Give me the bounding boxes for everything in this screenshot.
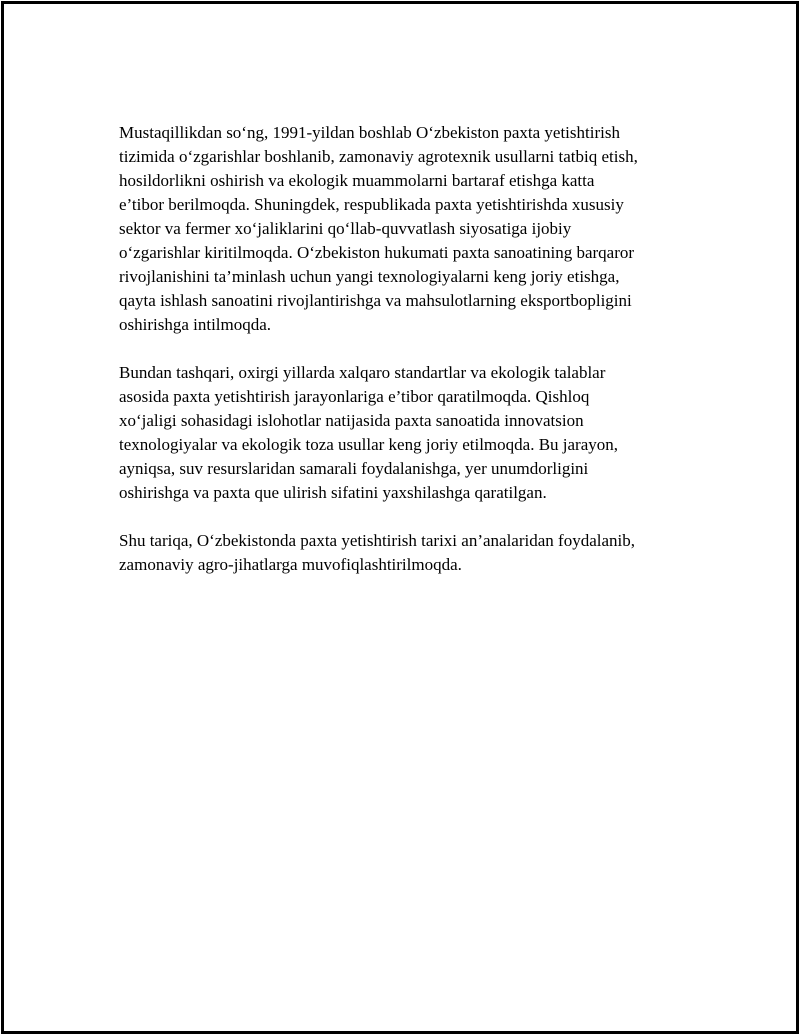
page-frame [1, 1, 799, 1034]
text-line: Mustaqillikdan so‘ng, 1991-yildan boshlab O‘zbekiston paxta yetishtirish [119, 123, 620, 142]
document-body [119, 121, 709, 601]
text-line: xo‘jaligi sohasidagi islohotlar natijasida paxta sanoatida innovatsion [119, 411, 584, 430]
text-line: sektor va fermer xo‘jaliklarini qo‘llab-quvvatlash siyosatiga ijobiy [119, 219, 572, 238]
text-line: zamonaviy agro-jihatlarga muvofiqlashtirilmoqda. [119, 555, 462, 574]
text-line: ayniqsa, suv resurslaridan samarali foydalanishga, yer unumdorligini [119, 459, 589, 478]
paragraph-2 [119, 361, 709, 505]
text-line: oshirishga va paxta que ulirish sifatini yaxshilashga qaratilgan. [119, 483, 547, 502]
text-line: hosildorlikni oshirish va ekologik muammolarni bartaraf etishga katta [119, 171, 595, 190]
text-line: tizimida o‘zgarishlar boshlanib, zamonaviy agrotexnik usullarni tatbiq etish, [119, 147, 638, 166]
text-line: oshirishga intilmoqda. [119, 315, 272, 334]
text-line: Bundan tashqari, oxirgi yillarda xalqaro standartlar va ekologik talablar [119, 363, 606, 382]
text-line: texnologiyalar va ekologik toza usullar keng joriy etilmoqda. Bu jarayon, [119, 435, 619, 454]
paragraph-3 [119, 529, 709, 577]
text-line: o‘zgarishlar kiritilmoqda. O‘zbekiston hukumati paxta sanoatining barqaror [119, 243, 635, 262]
text-line: e’tibor berilmoqda. Shuningdek, respublikada paxta yetishtirishda xususiy [119, 195, 624, 214]
text-line: qayta ishlash sanoatini rivojlantirishga va mahsulotlarning eksportbopligini [119, 291, 632, 310]
text-line: rivojlanishini ta’minlash uchun yangi texnologiyalarni keng joriy etishga, [119, 267, 620, 286]
text-line: asosida paxta yetishtirish jarayonlariga e’tibor qaratilmoqda. Qishloq [119, 387, 590, 406]
paragraph-1 [119, 121, 709, 337]
text-line: Shu tariqa, O‘zbekistonda paxta yetishtirish tarixi an’analaridan foydalanib, [119, 531, 635, 550]
